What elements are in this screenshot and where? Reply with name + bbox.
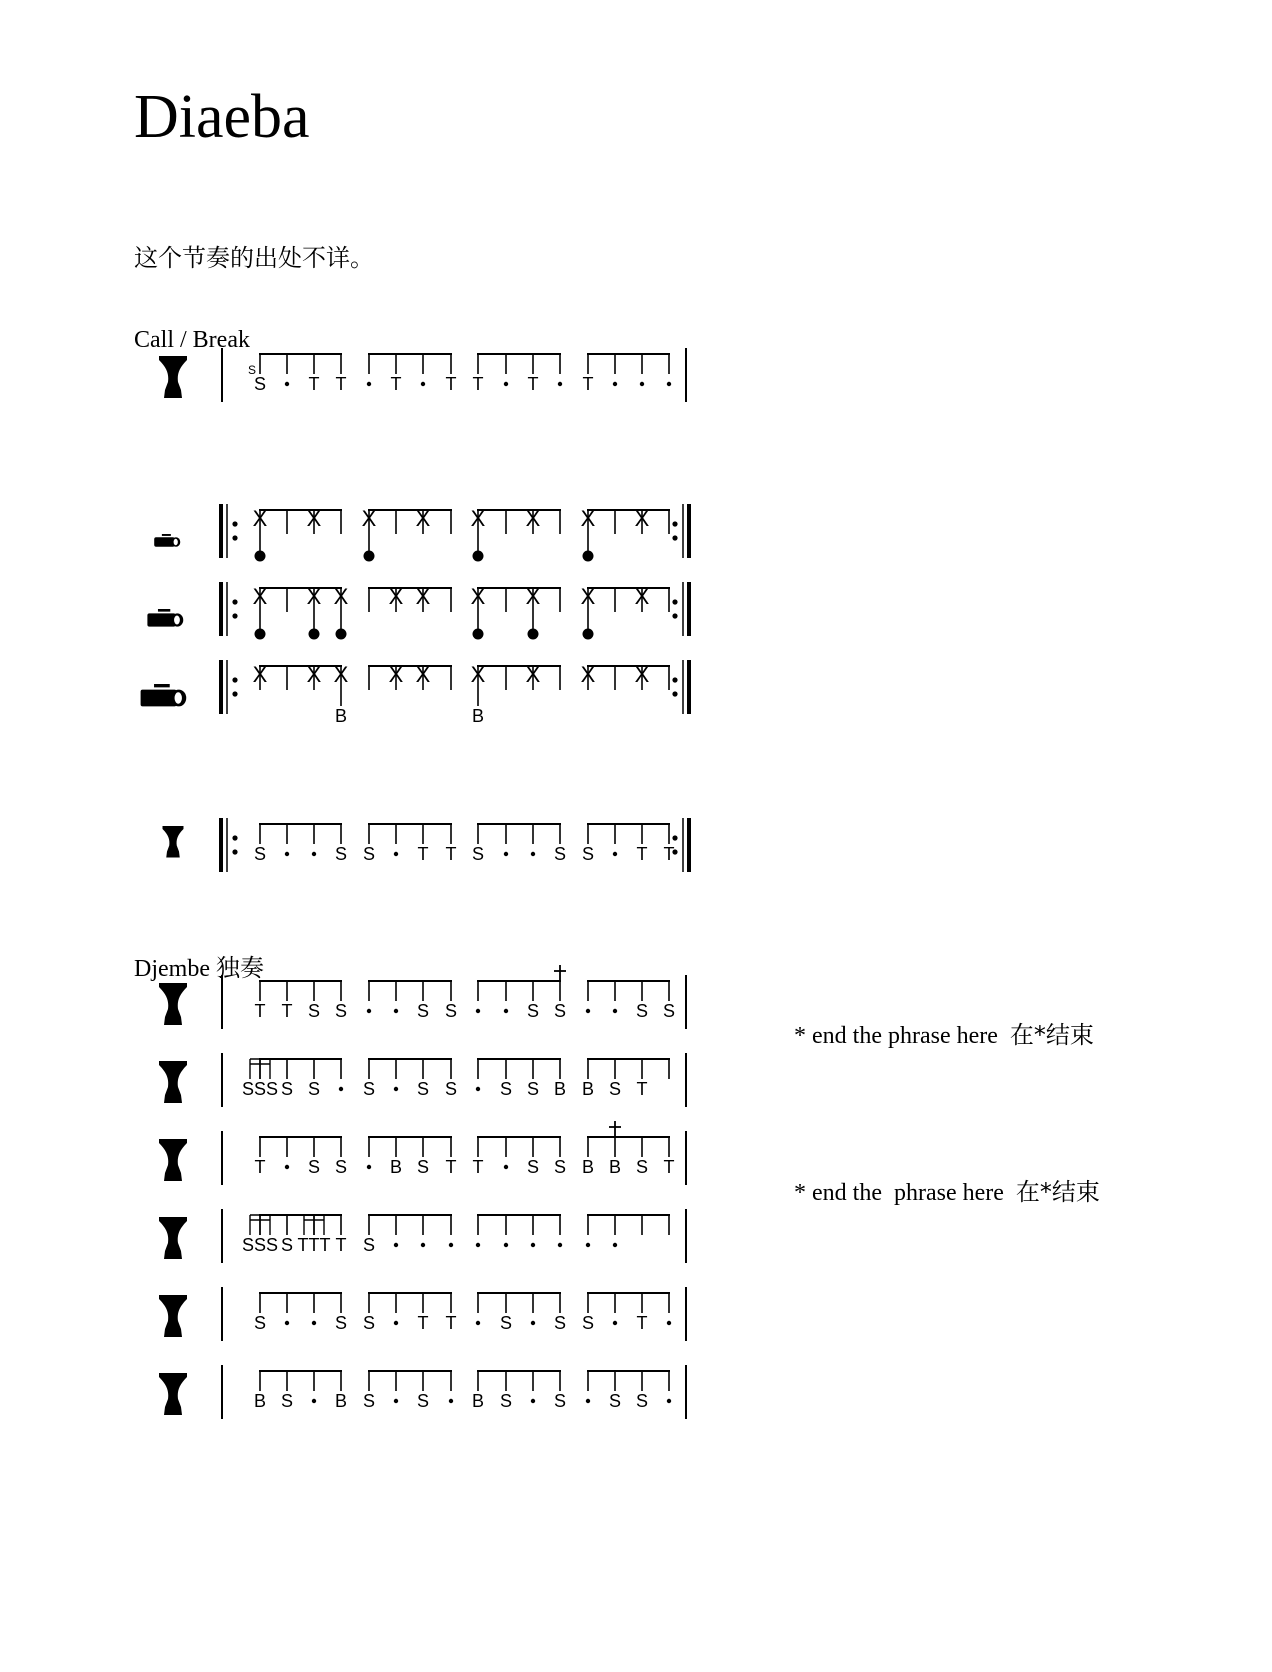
staff-dundunba [141,660,689,726]
bass-stroke: B [471,706,485,726]
stroke-s: S [499,1079,513,1099]
stroke-s: S [334,1157,348,1177]
bell-x: X [634,506,650,531]
repeat-dot [232,599,237,604]
stroke-s: S [307,1001,321,1021]
stroke-t: T [417,844,429,864]
staff-kenkeni [154,504,689,562]
bell-x: X [252,662,268,687]
bell-x: X [580,662,596,687]
rest-dot [421,1243,425,1247]
rest-dot [613,1321,617,1325]
rest-dot [531,1399,535,1403]
staff-solo-4 [159,1209,686,1263]
open-stroke [336,629,347,640]
staff-call [159,348,686,402]
rest-dot [312,852,316,856]
rest-dot [613,852,617,856]
stroke-b: B [581,1157,595,1177]
rest-dot [367,1009,371,1013]
djembe-icon-group [163,826,184,858]
call-break-label: Call / Break [134,327,250,353]
stroke-b: B [553,1079,567,1099]
bell-x: X [306,584,322,609]
repeat-dot [672,599,677,604]
stroke-s: S [471,844,485,864]
stroke-s: S [499,1391,513,1411]
stroke-t: T [254,1001,266,1021]
stroke-t: T [445,844,457,864]
stroke-s: S [553,844,567,864]
rest-dot [667,382,671,386]
djembe-icon [159,1139,187,1181]
rest-dot [504,382,508,386]
dundunba-icon-head-inner [175,692,182,703]
djembe-icon-group [159,1139,187,1181]
open-stroke [255,629,266,640]
stroke-s: S [526,1001,540,1021]
stroke-s: S [307,1157,321,1177]
stroke-s: S [662,1001,676,1021]
bell-x: X [388,662,404,687]
open-stroke [364,551,375,562]
rest-dot [504,1009,508,1013]
stroke-b: B [608,1157,622,1177]
stroke-s: S [416,1001,430,1021]
stroke-s: S [608,1079,622,1099]
phrase-end-note-2-zh: 在*结束 [1015,1178,1100,1206]
bell-x: X [470,584,486,609]
djembe-icon [159,1373,187,1415]
stroke-b: B [334,1391,348,1411]
rest-dot [586,1399,590,1403]
rest-dot [640,382,644,386]
sangban-icon-stick [158,609,170,612]
djembe-icon-group [159,1295,187,1337]
repeat-dot [232,521,237,526]
open-stroke [473,551,484,562]
bell-x: X [580,584,596,609]
rest-dot [504,1165,508,1169]
rest-dot [476,1243,480,1247]
bell-x: X [333,662,349,687]
stroke-s: S [362,1235,376,1255]
bell-x: X [580,506,596,531]
stroke-s: S [526,1079,540,1099]
stroke-t: T [582,374,594,394]
stroke-s: S [280,1235,294,1255]
stroke-s: S [280,1079,294,1099]
open-stroke [528,629,539,640]
staff-solo-6 [159,1365,686,1419]
bell-x: X [470,662,486,687]
stroke-s: S [553,1391,567,1411]
stroke-s: S [444,1001,458,1021]
stroke-t: T [445,374,457,394]
stroke-b: B [471,1391,485,1411]
kenkeni-icon-body [154,537,174,547]
repeat-dot [232,691,237,696]
bell-x: X [525,584,541,609]
bell-x: X [252,506,268,531]
djembe-icon [159,356,187,398]
djembe-icon-group [159,1061,187,1103]
stroke-t: T [636,1313,648,1333]
dundunba-icon-body [141,690,177,707]
staff-solo-2 [159,1053,686,1107]
rest-dot [613,1243,617,1247]
stroke-t: T [445,1313,457,1333]
stroke-s: S [553,1157,567,1177]
rest-dot [531,1243,535,1247]
stroke-s: S [334,1001,348,1021]
stroke-s: S [253,374,267,394]
rest-dot [613,382,617,386]
rest-dot [586,1009,590,1013]
stroke-s: S [499,1313,513,1333]
stroke-t: T [472,1157,484,1177]
page-title: Diaeba [134,83,310,151]
djembe-icon-group [159,1217,187,1259]
stroke-b: B [581,1079,595,1099]
djembe-solo-label-zh: 独奏 [215,954,264,982]
bell-x: X [525,506,541,531]
stroke-t: T [527,374,539,394]
phrase-end-note-1-text: * end the phrase here [794,1023,998,1049]
stroke-s: S [416,1391,430,1411]
sangban-icon-head-inner [174,616,180,625]
djembe-solo-label: Djembe [134,956,210,982]
bell-x: X [306,662,322,687]
bell-x: X [361,506,377,531]
stroke-s: S [581,844,595,864]
rest-dot [312,1321,316,1325]
bell-x: X [252,584,268,609]
repeat-dot [672,613,677,618]
stroke-t: T [445,1157,457,1177]
stroke-t: T [335,1235,347,1255]
rest-dot [394,1321,398,1325]
rest-dot [285,1165,289,1169]
sangban-icon-body [147,613,175,626]
bell-x: X [634,584,650,609]
repeat-dot [672,691,677,696]
open-stroke [255,551,266,562]
rest-dot [285,852,289,856]
rest-dot [394,1399,398,1403]
stroke-s: S [526,1157,540,1177]
djembe-icon-group [159,356,187,398]
rest-dot [531,1321,535,1325]
rest-dot [667,1321,671,1325]
open-stroke [473,629,484,640]
rest-dot [613,1009,617,1013]
staff-sangban [147,582,689,640]
flam-grace: S [247,363,257,377]
stroke-s: S [608,1391,622,1411]
bell-x: X [470,506,486,531]
repeat-dot [232,849,237,854]
stroke-s: S [362,1391,376,1411]
stroke-t: T [390,374,402,394]
stroke-t: T [281,1001,293,1021]
stroke-s: S [362,844,376,864]
stroke-s: S [444,1079,458,1099]
rest-dot [504,852,508,856]
bell-x: X [415,662,431,687]
stroke-t: T [254,1157,266,1177]
stroke-s: S [253,1313,267,1333]
stroke-s: S [553,1001,567,1021]
stroke-s: S [362,1313,376,1333]
stroke-b: B [389,1157,403,1177]
repeat-dot [672,535,677,540]
staff-solo-3 [159,1121,686,1185]
stroke-b: B [253,1391,267,1411]
rest-dot [476,1009,480,1013]
repeat-dot [232,613,237,618]
intro-text: 这个节奏的出处不详。 [134,244,374,272]
rest-dot [394,1243,398,1247]
stroke-s: S [307,1079,321,1099]
rest-dot [531,852,535,856]
rest-dot [667,1399,671,1403]
stroke-t: T [636,1079,648,1099]
djembe-icon-group [159,1373,187,1415]
rest-dot [476,1087,480,1091]
triplet-strokes: TTT [297,1235,331,1255]
stroke-s: S [635,1157,649,1177]
repeat-dot [672,835,677,840]
djembe-icon [159,1295,187,1337]
kenkeni-icon-stick [162,534,171,536]
djembe-icon [163,826,184,858]
stroke-s: S [362,1079,376,1099]
repeat-dot [672,677,677,682]
open-stroke [583,629,594,640]
staff-accompaniment [163,818,690,872]
stroke-s: S [280,1391,294,1411]
stroke-s: S [635,1001,649,1021]
bell-x: X [415,506,431,531]
stroke-t: T [663,1157,675,1177]
repeat-dot [672,521,677,526]
rest-dot [367,382,371,386]
kenkeni-icon-head-inner [174,539,178,546]
stroke-s: S [553,1313,567,1333]
rest-dot [285,1321,289,1325]
rest-dot [367,1165,371,1169]
djembe-icon-group [159,983,187,1025]
stroke-t: T [417,1313,429,1333]
rest-dot [312,1399,316,1403]
rest-dot [394,1009,398,1013]
stroke-t: T [636,844,648,864]
rest-dot [558,382,562,386]
phrase-end-note-1-zh: 在*结束 [1009,1021,1094,1049]
stroke-s: S [416,1157,430,1177]
stroke-s: S [581,1313,595,1333]
rest-dot [339,1087,343,1091]
bell-x: X [333,584,349,609]
stroke-t: T [663,844,675,864]
djembe-icon [159,1061,187,1103]
stroke-t: T [335,374,347,394]
phrase-end-note-2-text: * end the phrase here [794,1180,1004,1206]
rest-dot [449,1399,453,1403]
repeat-dot [232,535,237,540]
stroke-s: S [253,844,267,864]
stroke-s: S [635,1391,649,1411]
djembe-icon [159,983,187,1025]
rest-dot [449,1243,453,1247]
stroke-s: S [334,844,348,864]
open-stroke [309,629,320,640]
rest-dot [558,1243,562,1247]
triplet-strokes: SSS [241,1235,279,1255]
rest-dot [476,1321,480,1325]
repeat-dot [232,677,237,682]
stroke-t: T [308,374,320,394]
djembe-icon [159,1217,187,1259]
triplet-strokes: SSS [241,1079,279,1099]
rest-dot [586,1243,590,1247]
staff-solo-1 [159,965,686,1029]
stroke-t: T [472,374,484,394]
bass-stroke: B [334,706,348,726]
stroke-s: S [334,1313,348,1333]
dundunba-icon-stick [154,684,170,687]
rest-dot [285,382,289,386]
open-stroke [583,551,594,562]
bell-x: X [388,584,404,609]
rest-dot [394,852,398,856]
rest-dot [504,1243,508,1247]
stroke-s: S [416,1079,430,1099]
repeat-dot [232,835,237,840]
bell-x: X [415,584,431,609]
bell-x: X [306,506,322,531]
bell-x: X [634,662,650,687]
bell-x: X [525,662,541,687]
rest-dot [394,1087,398,1091]
rest-dot [421,382,425,386]
staff-solo-5 [159,1287,686,1341]
